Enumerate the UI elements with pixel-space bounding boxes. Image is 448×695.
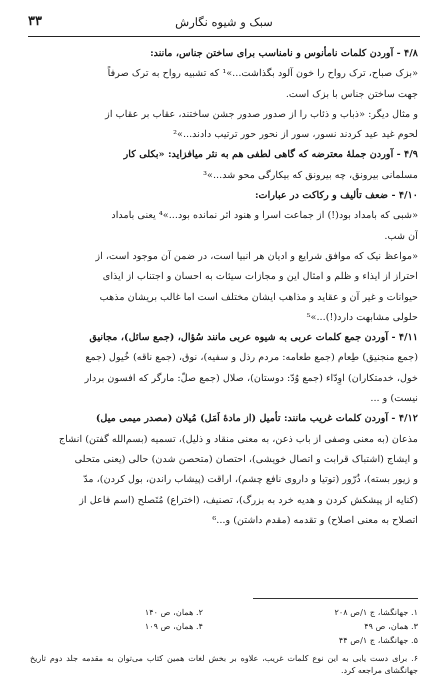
body-line: و ایشاج (اشتباک قرابت و اتصال خویشی)، احتصان (متحصن شدن) حالی (یعنی متحلی bbox=[74, 453, 418, 465]
running-title: سبک و شیوه نگارش bbox=[175, 15, 273, 29]
body-line: «شبی که بامداد بود(!) از جماعت اسرا و هنود اثر نمانده بود...»⁴ یعنی بامداد bbox=[111, 210, 418, 222]
body-line-section-heading: ۴/۹ - آوردن جملهٔ معترضه که گاهی لطفی هم به نثر میافزاید: «بکلی کار bbox=[123, 149, 418, 161]
body-line-section-heading: ۴/۱۱ - آوردن جمع کلمات عربی به شیوه عربی مانند سُؤال، (جمع سائل)، مجانیق bbox=[89, 332, 418, 344]
footnote-row bbox=[30, 606, 418, 619]
body-line: خول، خدمتکاران) اوِدّاء (جمع وُدّ: دوستان)، صلال (جمع صلّ: مارگر که افسون بردار bbox=[84, 372, 418, 384]
footnote: ۳. همان، ص ۴۹ bbox=[364, 621, 418, 631]
body-line: مذعان (به معنی وصفی از باب ذعن، به معنی منقاد و ذلیل)، تسمیه (بسم‌الله گفتن) انشاج bbox=[58, 433, 418, 445]
footnote: ۲. همان، ص ۱۴۰ bbox=[144, 607, 203, 617]
body-line: احتراز از ایذاء و ظلم و امثال این و مجازات سیئات به احسان و اجتناب از ایذای bbox=[102, 271, 418, 283]
body-line: آن شب. bbox=[384, 230, 418, 242]
header-divider bbox=[28, 36, 420, 37]
body-line: و مثال دیگر: «ذباب و ذئاب را از صدور صدور جشن ساختند، عقاب بر عقاب از bbox=[105, 108, 418, 120]
body-line: جهت ساختن جناس با بزک است. bbox=[285, 88, 418, 100]
footnote: ۵. جهانگشا، ج ۱/ص ۴۴ bbox=[338, 635, 418, 645]
body-line-section-heading: ۴/۱۲ - آوردن کلمات غریب مانند: تأمیل (از مادهٔ اَمَل) مُیلان (مصدر میمی میل) bbox=[95, 413, 418, 425]
body-line: و زیور بسته)، ذُرّور (توتیا و داروی نافع چشم)، اراقت (پیشاب راندن، بول کردن)، مدّ bbox=[83, 474, 418, 486]
footnote: ۱. جهانگشا، ج ۱/ص ۲۰۸ bbox=[334, 607, 418, 617]
body-line: حلولی مشابهت دارد(!)...»⁵ bbox=[306, 311, 418, 323]
body-line: نیست) و ... bbox=[370, 393, 418, 405]
footnote: ۴. همان، ص ۱۰۹ bbox=[144, 621, 203, 631]
body-line: (کنایه از پیشکش کردن و هدیه خرد به بزرگ)، تصنیف، (اختراع) مُتَصلح (اسم فاعل از bbox=[79, 494, 418, 506]
body-line: مسلمانی بیرونق، چه بیرونق که بیکارگی محو شد...»³ bbox=[203, 169, 418, 181]
body-line: (جمع منجنیق) طِعام (جمع طعامه: مردم رذل و سفیه)، نوق، (جمع ناقه) خُیول (جمع bbox=[85, 352, 418, 364]
body-line: حیوانات و غیر آن و عقاید و مذاهب ایشان مختلف است اما غالب بریشان مذهب bbox=[99, 291, 418, 303]
body-line: «مواعظ نیک که موافق شرایع و ادیان هر انبیا است، در ضمن آن موجود است، از bbox=[95, 250, 418, 262]
body-line-section-heading: ۴/۱۰ - ضعف تألیف و رکاکت در عبارات: bbox=[254, 190, 418, 202]
main-text bbox=[30, 44, 418, 584]
page-header bbox=[28, 14, 420, 34]
footnote-row bbox=[30, 634, 418, 647]
page-number: ۳۳ bbox=[28, 14, 42, 29]
footnote-row bbox=[30, 620, 418, 633]
body-line-section-heading: ۴/۸ - آوردن کلمات نامأنوس و نامناسب برای ساختن جناس، مانند: bbox=[150, 48, 418, 59]
body-line: اتصلاح به معنی اصلاح) و تقدمه (مقدم داشتن) و...⁶ bbox=[212, 514, 418, 526]
footnote-divider bbox=[253, 598, 418, 599]
body-line: «بزک صباح، ترک رواح را خون آلود بگذاشت...»¹ که تشبیه رواح به ترک صرفاً bbox=[107, 68, 418, 80]
footnote-long: ۶. برای دست یابی به این نوع کلمات غریب، علاوه بر بخش لغات همین کتاب می‌توان به مقدمه جلد دوم تاریخ جهانگشای مراجعه کرد. bbox=[30, 654, 418, 675]
body-line: لحوم غید عید کردند نسور، سور از نحور حور ترتیب دادند...»² bbox=[173, 129, 418, 141]
